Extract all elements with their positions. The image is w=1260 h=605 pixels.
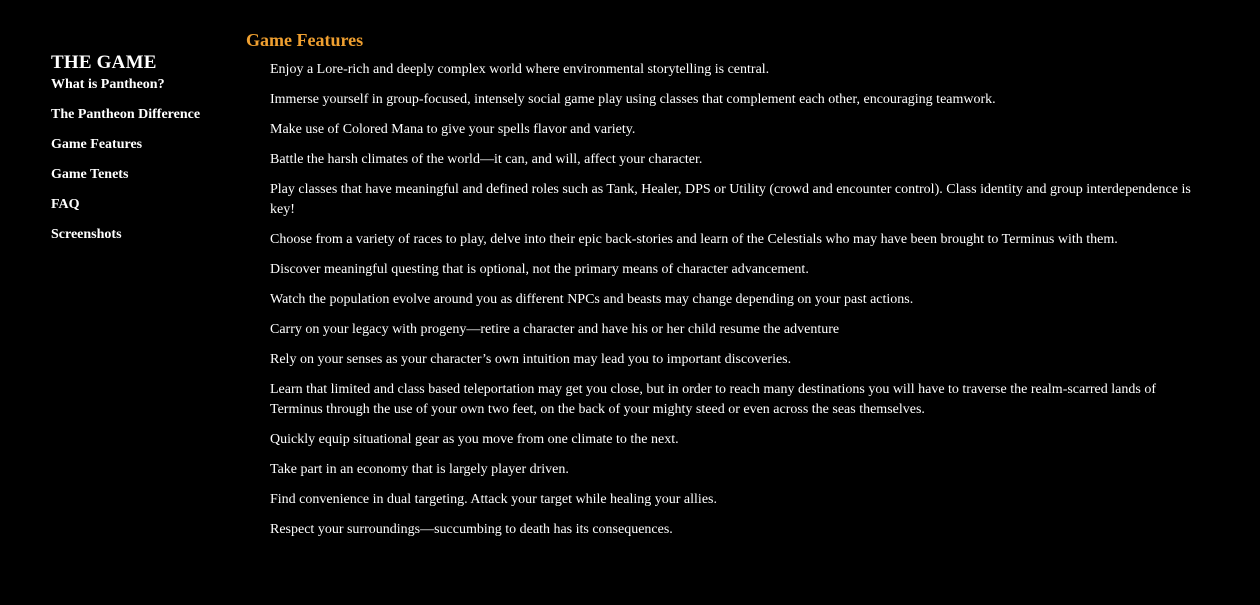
feature-item: Rely on your senses as your character’s own intuition may lead you to important discoveries. bbox=[270, 352, 792, 367]
feature-item: Play classes that have meaningful and defined roles such as Tank, Healer, DPS or Utility (crowd and encounter control). Class identity and group interdependence is key! bbox=[270, 182, 1191, 217]
sidebar-item-faq[interactable]: FAQ bbox=[51, 197, 80, 212]
main-content bbox=[246, 29, 1196, 550]
feature-item: Immerse yourself in group-focused, intensely social game play using classes that complement each other, encouraging teamwork. bbox=[270, 92, 996, 107]
feature-list bbox=[246, 60, 1196, 540]
page-title: Game Features bbox=[246, 30, 364, 50]
sidebar-item-game-features[interactable]: Game Features bbox=[51, 137, 143, 152]
feature-item: Learn that limited and class based teleportation may get you close, but in order to reach many destinations you will have to traverse the realm-scarred lands of Terminus through the use of your own two feet, on the back of your mighty steed or even across the seas themselves. bbox=[270, 382, 1156, 417]
sidebar-item-screenshots[interactable]: Screenshots bbox=[51, 227, 122, 242]
feature-item: Watch the population evolve around you as different NPCs and beasts may change depending on your past actions. bbox=[270, 292, 914, 307]
sidebar-title: THE GAME bbox=[51, 52, 157, 73]
feature-item: Find convenience in dual targeting. Attack your target while healing your allies. bbox=[270, 492, 717, 507]
sidebar-item-game-tenets[interactable]: Game Tenets bbox=[51, 167, 129, 182]
feature-item: Choose from a variety of races to play, delve into their epic back-stories and learn of the Celestials who may have been brought to Terminus with them. bbox=[270, 232, 1118, 247]
sidebar-nav bbox=[51, 74, 241, 254]
feature-item: Enjoy a Lore-rich and deeply complex world where environmental storytelling is central. bbox=[270, 62, 770, 77]
feature-item: Carry on your legacy with progeny—retire a character and have his or her child resume the adventure bbox=[270, 322, 840, 337]
feature-item: Take part in an economy that is largely player driven. bbox=[270, 462, 569, 477]
feature-item: Battle the harsh climates of the world—it can, and will, affect your character. bbox=[270, 152, 703, 167]
feature-item: Quickly equip situational gear as you move from one climate to the next. bbox=[270, 432, 679, 447]
feature-item: Respect your surroundings—succumbing to death has its consequences. bbox=[270, 522, 673, 537]
sidebar-item-what-is-pantheon[interactable]: What is Pantheon? bbox=[51, 77, 165, 92]
feature-item: Discover meaningful questing that is optional, not the primary means of character advancement. bbox=[270, 262, 809, 277]
sidebar bbox=[51, 52, 241, 254]
sidebar-item-pantheon-difference[interactable]: The Pantheon Difference bbox=[51, 107, 201, 122]
feature-item: Make use of Colored Mana to give your spells flavor and variety. bbox=[270, 122, 636, 137]
